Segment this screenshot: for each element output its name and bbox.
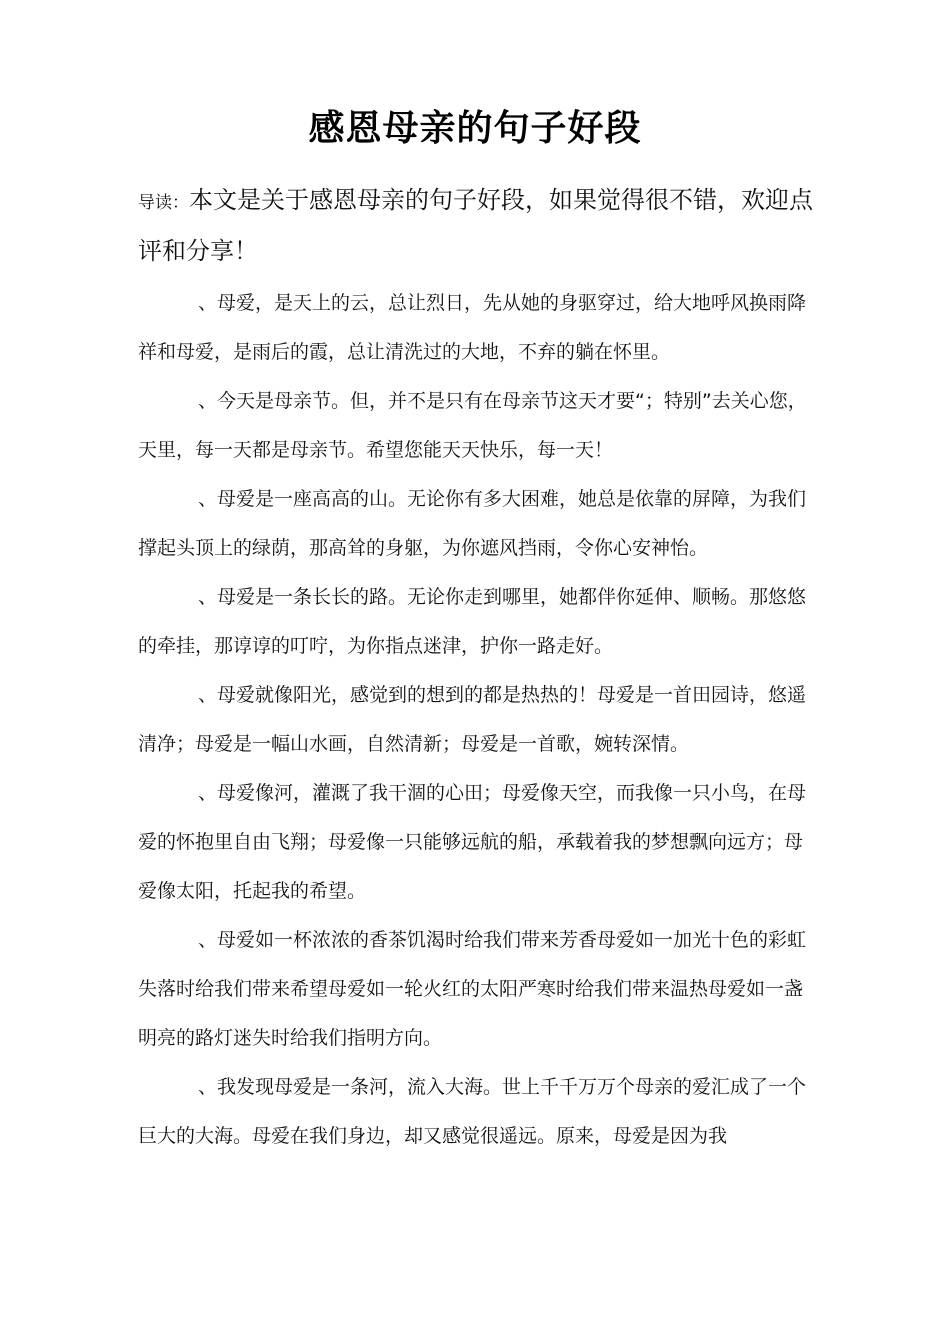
paragraph-8: 、我发现母爱是一条河，流入大海。世上千千万万个母亲的爱汇成了一个巨大的大海。母爱在我们身边，却又感觉很遥远。原来，母爱是因为我 [138, 1076, 807, 1147]
intro-text: 本文是关于感恩母亲的句子好段，如果觉得很不错，欢迎点评和分享！ [138, 186, 813, 265]
document-title: 感恩母亲的句子好段 [308, 108, 642, 149]
paragraph-3: 、母爱是一座高高的山。无论你有多大困难，她总是依靠的屏障，为我们撑起头顶上的绿荫，那高耸的身躯，为你遮风挡雨，令你心安神怡。 [138, 488, 807, 559]
intro-label: 导读： [138, 193, 189, 213]
intro-block [138, 176, 828, 275]
paragraph-4: 、母爱是一条长长的路。无论你走到哪里，她都伴你延伸、顺畅。那悠悠的牵挂，那谆谆的叮咛，为你指点迷津，护你一路走好。 [138, 586, 807, 657]
paragraph-2: 、今天是母亲节。但，并不是只有在母亲节这天才要“；特别”去关心您，天里，每一天都是母亲节。希望您能天天快乐，每一天！ [138, 390, 807, 461]
paragraph-5: 、母爱就像阳光，感觉到的想到的都是热热的！母爱是一首田园诗，悠遥清净；母爱是一幅山水画，自然清新；母爱是一首歌，婉转深情。 [138, 684, 807, 755]
body-text [138, 279, 816, 1161]
paragraph-6: 、母爱像河，灌溉了我干涸的心田；母爱像天空，而我像一只小鸟，在母爱的怀抱里自由飞翔；母爱像一只能够远航的船，承载着我的梦想飘向远方；母爱像太阳，托起我的希望。 [138, 782, 807, 902]
paragraph-1: 、母爱，是天上的云，总让烈日，先从她的身驱穿过，给大地呼风换雨降祥和母爱，是雨后的霞，总让清洗过的大地，不弃的躺在怀里。 [138, 292, 807, 363]
paragraph-7: 、母爱如一杯浓浓的香茶饥渴时给我们带来芳香母爱如一加光十色的彩虹失落时给我们带来希望母爱如一轮火红的太阳严寒时给我们带来温热母爱如一盏明亮的路灯迷失时给我们指明方向。 [138, 929, 807, 1049]
